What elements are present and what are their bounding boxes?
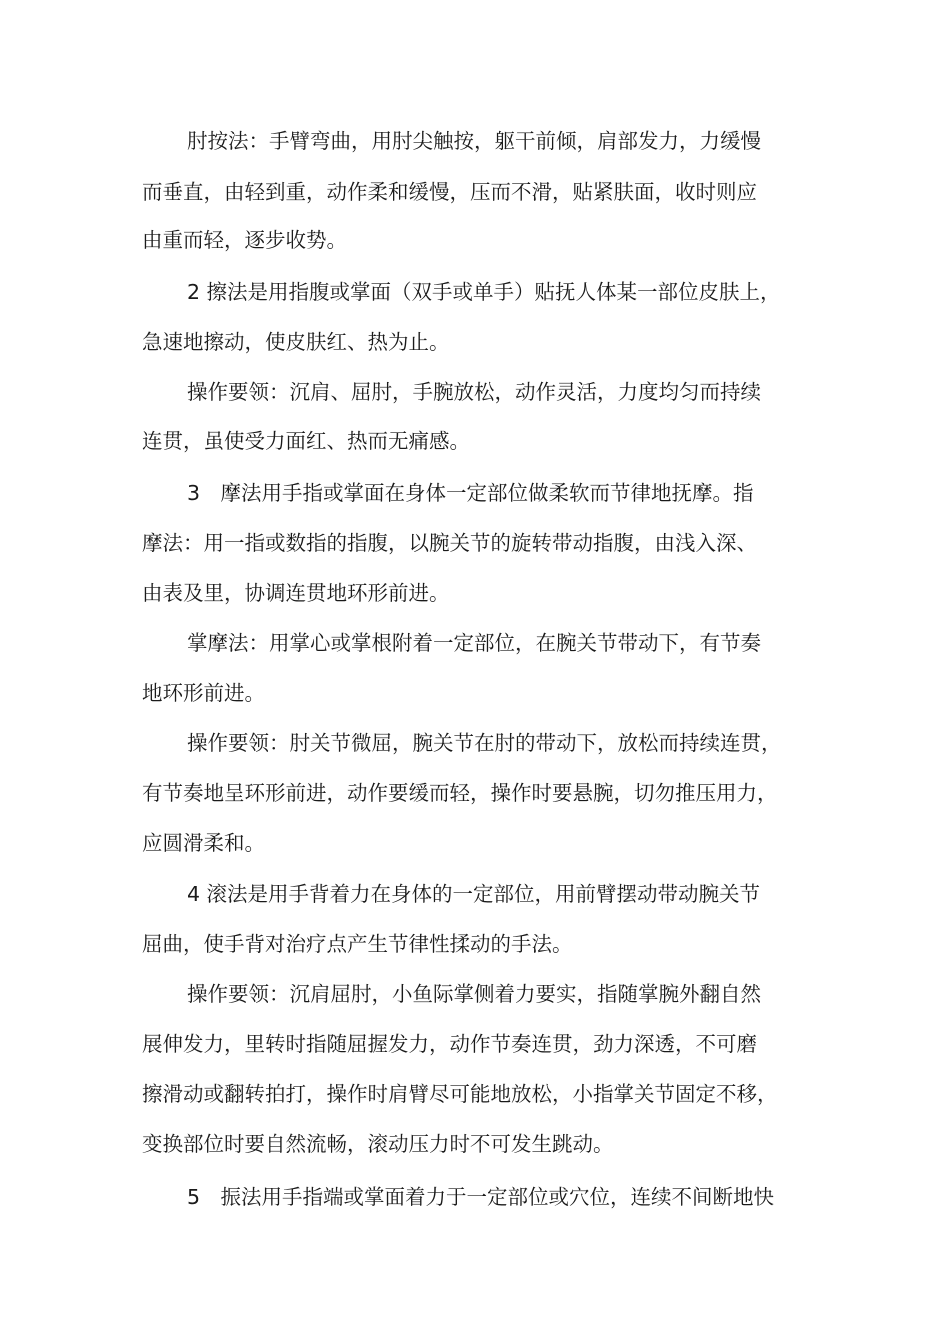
paragraph-rolling-essentials-line-2: 展伸发力，里转时指随屈握发力，动作节奏连贯，劲力深透，不可磨 (142, 1032, 757, 1056)
paragraph-rolling-essentials-line-1: 操作要领：沉肩屈肘，小鱼际掌侧着力要实，指随掌腕外翻自然 (187, 982, 761, 1006)
paragraph-elbow-press-line-3: 由重而轻，逐步收势。 (142, 228, 347, 252)
paragraph-stroking-line-1: 3 摩法用手指或掌面在身体一定部位做柔软而节律地抚摩。指 (187, 481, 754, 505)
paragraph-rubbing-essentials-line-1: 操作要领：沉肩、屈肘，手腕放松，动作灵活，力度均匀而持续 (187, 380, 761, 404)
paragraph-rolling-line-2: 屈曲，使手背对治疗点产生节律性揉动的手法。 (142, 932, 573, 956)
paragraph-vibration-line-1: 5 振法用手指端或掌面着力于一定部位或穴位，连续不间断地快 (187, 1185, 775, 1209)
paragraph-stroking-essentials-line-1: 操作要领：肘关节微屈，腕关节在肘的带动下，放松而持续连贯， (187, 731, 782, 755)
paragraph-stroking-essentials-line-2: 有节奏地呈环形前进，动作要缓而轻，操作时要悬腕，切勿推压用力， (142, 781, 778, 805)
paragraph-stroking-line-3: 由表及里，协调连贯地环形前进。 (142, 581, 450, 605)
paragraph-rolling-line-1: 4 滚法是用手背着力在身体的一定部位，用前臂摆动带动腕关节 (187, 882, 761, 906)
paragraph-elbow-press-line-2: 而垂直，由轻到重，动作柔和缓慢，压而不滑，贴紧肤面，收时则应 (142, 180, 757, 204)
paragraph-elbow-press-line-1: 肘按法：手臂弯曲，用肘尖触按，躯干前倾，肩部发力，力缓慢 (187, 129, 761, 153)
paragraph-palm-stroking-line-2: 地环形前进。 (142, 681, 265, 705)
paragraph-palm-stroking-line-1: 掌摩法：用掌心或掌根附着一定部位，在腕关节带动下，有节奏 (187, 631, 761, 655)
paragraph-stroking-line-2: 摩法：用一指或数指的指腹，以腕关节的旋转带动指腹，由浅入深、 (142, 531, 757, 555)
paragraph-rubbing-essentials-line-2: 连贯，虽使受力面红、热而无痛感。 (142, 429, 470, 453)
paragraph-rubbing-line-1: 2 擦法是用指腹或掌面（双手或单手）贴抚人体某一部位皮肤上， (187, 280, 781, 304)
paragraph-rubbing-line-2: 急速地擦动，使皮肤红、热为止。 (142, 330, 450, 354)
paragraph-rolling-essentials-line-4: 变换部位时要自然流畅，滚动压力时不可发生跳动。 (142, 1132, 614, 1156)
paragraph-rolling-essentials-line-3: 擦滑动或翻转拍打，操作时肩臂尽可能地放松，小指掌关节固定不移， (142, 1082, 778, 1106)
paragraph-stroking-essentials-line-3: 应圆滑柔和。 (142, 831, 265, 855)
